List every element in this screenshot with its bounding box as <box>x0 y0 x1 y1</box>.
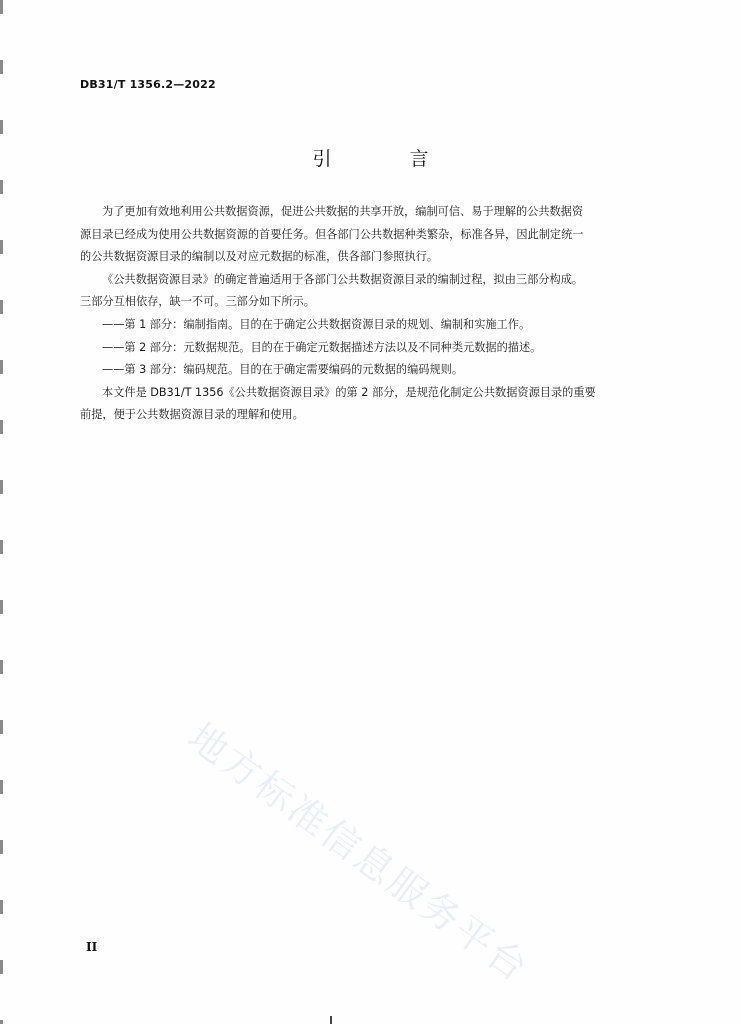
paragraph-1-line-1: 为了更加有效地利用公共数据资源，促进公共数据的共享开放，编制可信、易于理解的公共数据资 <box>102 205 584 218</box>
paragraph-3-line-2: 前提，便于公共数据资源目录的理解和使用。 <box>80 408 304 422</box>
section-title: 引 言 <box>312 148 465 170</box>
paragraph-2-line-1: 《公共数据资源目录》的确定普遍适用于各部门公共数据资源目录的编制过程，拟由三部分构成。 <box>102 272 584 286</box>
scan-edge-mark <box>330 1016 332 1024</box>
paragraph-3-line-1: 本文件是 DB31/T 1356《公共数据资源目录》的第 2 部分，是规范化制定公共数据资源目录的重要 <box>102 385 596 399</box>
paragraph-1-line-2: 源目录已经成为使用公共数据资源的首要任务。但各部门公共数据种类繁杂，标准各异，因此制定统一 <box>80 227 584 241</box>
watermark: 地方标准信息服务平台 <box>180 714 538 992</box>
list-item-part-2: ——第 2 部分：元数据规范。目的在于确定元数据描述方法以及不同种类元数据的描述。 <box>102 340 542 354</box>
standard-code-header: DB31/T 1356.2—2022 <box>80 78 216 91</box>
paragraph-1-line-3: 的公共数据资源目录的编制以及对应元数据的标准，供各部门参照执行。 <box>80 250 439 264</box>
page-number: II <box>86 940 98 954</box>
list-item-part-1: ——第 1 部分：编制指南。目的在于确定公共数据资源目录的规划、编制和实施工作。 <box>102 317 531 331</box>
list-item-part-3: ——第 3 部分：编码规范。目的在于确定需要编码的元数据的编码规则。 <box>102 363 464 377</box>
paragraph-2-line-2: 三部分互相依存，缺一不可。三部分如下所示。 <box>80 295 315 309</box>
introduction-body <box>80 201 670 427</box>
